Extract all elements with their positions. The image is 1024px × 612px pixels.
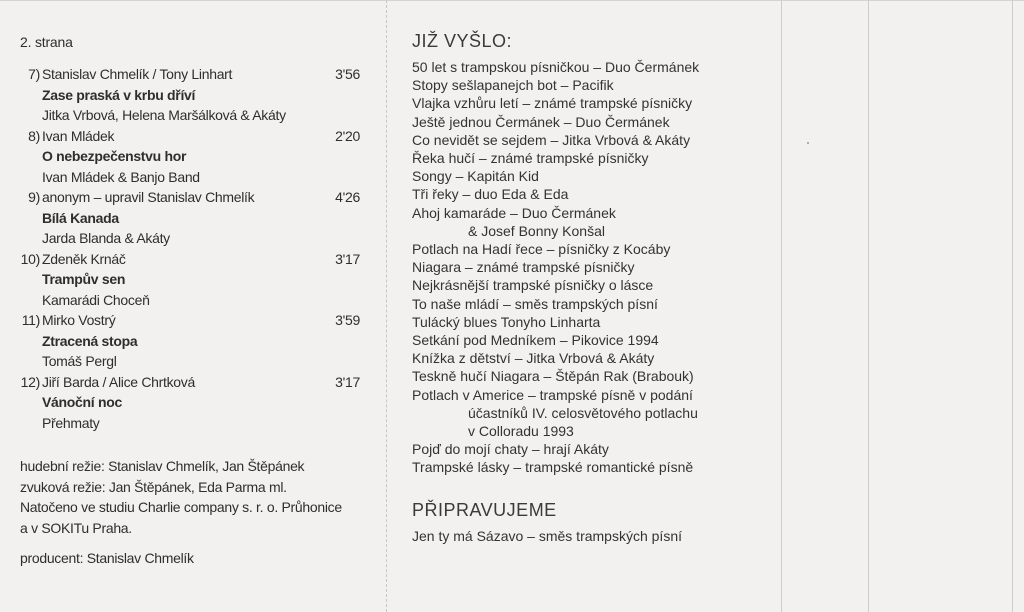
- released-item: 50 let s trampskou písničkou – Duo Čermánek: [412, 59, 700, 75]
- track-number: 9): [28, 189, 40, 205]
- credit-line: Natočeno ve studiu Charlie company s. r. o. Průhonice: [20, 499, 342, 515]
- side-label: 2. strana: [20, 34, 73, 50]
- released-item: Tři řeky – duo Eda & Eda: [412, 186, 569, 203]
- released-item: Potlach na Hadí řece – písničky z Kocáby: [412, 241, 671, 258]
- track-duration: 3'17: [335, 250, 360, 267]
- track-duration: 3'17: [335, 373, 360, 390]
- released-item: Ještě jednou Čermánek – Duo Čermánek: [412, 113, 670, 130]
- track-performer: Kamarádi Choceň: [42, 291, 150, 308]
- track-duration: 4'26: [335, 189, 360, 205]
- released-item: Potlach v Americe – trampské písně v podání: [412, 386, 693, 403]
- credit-line: zvuková režie: Jan Štěpánek, Eda Parma ml.: [20, 478, 287, 495]
- released-item: Setkání pod Medníkem – Pikovice 1994: [412, 332, 659, 349]
- track-authors: anonym – upravil Stanislav Chmelík: [42, 189, 255, 205]
- released-heading: JIŽ VYŠLO:: [412, 31, 513, 51]
- track-title: Trampův sen: [42, 271, 126, 287]
- producer-credit: producent: Stanislav Chmelík: [20, 550, 194, 566]
- catalog-panel: [412, 30, 762, 545]
- released-item: Nejkrásnější trampské písničky o lásce: [412, 277, 654, 294]
- released-item: To naše mládí – směs trampských písní: [412, 295, 658, 312]
- top-edge: [0, 0, 1024, 1]
- track-header: [20, 187, 360, 208]
- released-item: Řeka hučí – známé trampské písničky: [412, 150, 649, 167]
- upcoming-item: Jen ty má Sázavo – směs trampských písní: [412, 527, 682, 544]
- released-item: Trampské lásky – trampské romantické písně: [412, 459, 694, 476]
- track-header: [20, 64, 360, 85]
- released-item: Ahoj kamaráde – Duo Čermánek: [412, 204, 616, 221]
- track-authors: Jiří Barda / Alice Chrtková: [42, 373, 195, 390]
- credit-line: a v SOKITu Praha.: [20, 519, 132, 536]
- released-item: Songy – Kapitán Kid: [412, 168, 539, 185]
- fold-line-3: [868, 0, 869, 612]
- track-title: Bílá Kanada: [42, 209, 119, 226]
- track-duration: 2'20: [335, 127, 360, 144]
- track-duration: 3'59: [335, 312, 360, 328]
- released-item: v Colloradu 1993: [468, 423, 574, 440]
- track-item: [20, 187, 360, 249]
- fold-line-4: [1012, 0, 1013, 612]
- fold-line-1: [386, 0, 387, 612]
- track-list: [20, 64, 360, 433]
- credits: [20, 456, 360, 538]
- track-header: [20, 372, 360, 393]
- released-item: Stopy sešlapanejch bot – Pacifik: [412, 77, 614, 94]
- track-title: O nebezpečenstvu hor: [42, 148, 187, 164]
- released-list: [412, 58, 762, 477]
- released-item: Teskně hučí Niagara – Štěpán Rak (Brabouk): [412, 368, 694, 385]
- track-item: [20, 372, 360, 434]
- released-item: Pojď do mojí chaty – hrají Akáty: [412, 441, 609, 458]
- track-duration: 3'56: [335, 66, 360, 82]
- speck: [807, 142, 809, 144]
- track-number: 11): [21, 312, 40, 328]
- track-item: [20, 64, 360, 126]
- released-item: & Josef Bonny Konšal: [468, 222, 605, 239]
- released-item: Vlajka vzhůru letí – známé trampské písničky: [412, 95, 693, 112]
- track-number: 7): [28, 66, 40, 82]
- track-item: [20, 126, 360, 188]
- track-list-panel: [20, 33, 360, 566]
- track-item: [20, 310, 360, 372]
- track-performer: Jitka Vrbová, Helena Maršálková & Akáty: [42, 107, 286, 123]
- track-header: [20, 249, 360, 270]
- credit-line: hudební režie: Stanislav Chmelík, Jan Štěpánek: [20, 458, 305, 474]
- track-header: [20, 126, 360, 147]
- track-number: 12): [20, 373, 40, 390]
- upcoming-heading: PŘIPRAVUJEME: [412, 499, 557, 520]
- released-item: Tulácký blues Tonyho Linharta: [412, 313, 601, 330]
- track-authors: Zdeněk Krnáč: [42, 250, 126, 267]
- upcoming-list: [412, 527, 762, 545]
- fold-line-2: [781, 0, 782, 612]
- released-item: Knížka z dětství – Jitka Vrbová & Akáty: [412, 350, 655, 367]
- track-title: Vánoční noc: [42, 394, 122, 410]
- track-performer: Jarda Blanda & Akáty: [42, 230, 170, 246]
- track-performer: Přehmaty: [42, 414, 100, 431]
- track-item: [20, 249, 360, 311]
- track-number: 8): [28, 127, 40, 144]
- track-title: Ztracená stopa: [42, 332, 138, 349]
- track-performer: Tomáš Pergl: [42, 353, 117, 369]
- track-number: 10): [20, 250, 40, 267]
- track-performer: Ivan Mládek & Banjo Band: [42, 168, 200, 185]
- track-title: Zase praská v krbu dříví: [42, 86, 196, 103]
- released-item: Co nevidět se sejdem – Jitka Vrbová & Akáty: [412, 131, 691, 148]
- track-header: [20, 310, 360, 331]
- released-item: účastníků IV. celosvětového potlachu: [468, 404, 698, 421]
- track-authors: Stanislav Chmelík / Tony Linhart: [42, 66, 233, 82]
- track-authors: Mirko Vostrý: [42, 312, 116, 328]
- released-item: Niagara – známé trampské písničky: [412, 259, 635, 276]
- track-authors: Ivan Mládek: [42, 127, 115, 144]
